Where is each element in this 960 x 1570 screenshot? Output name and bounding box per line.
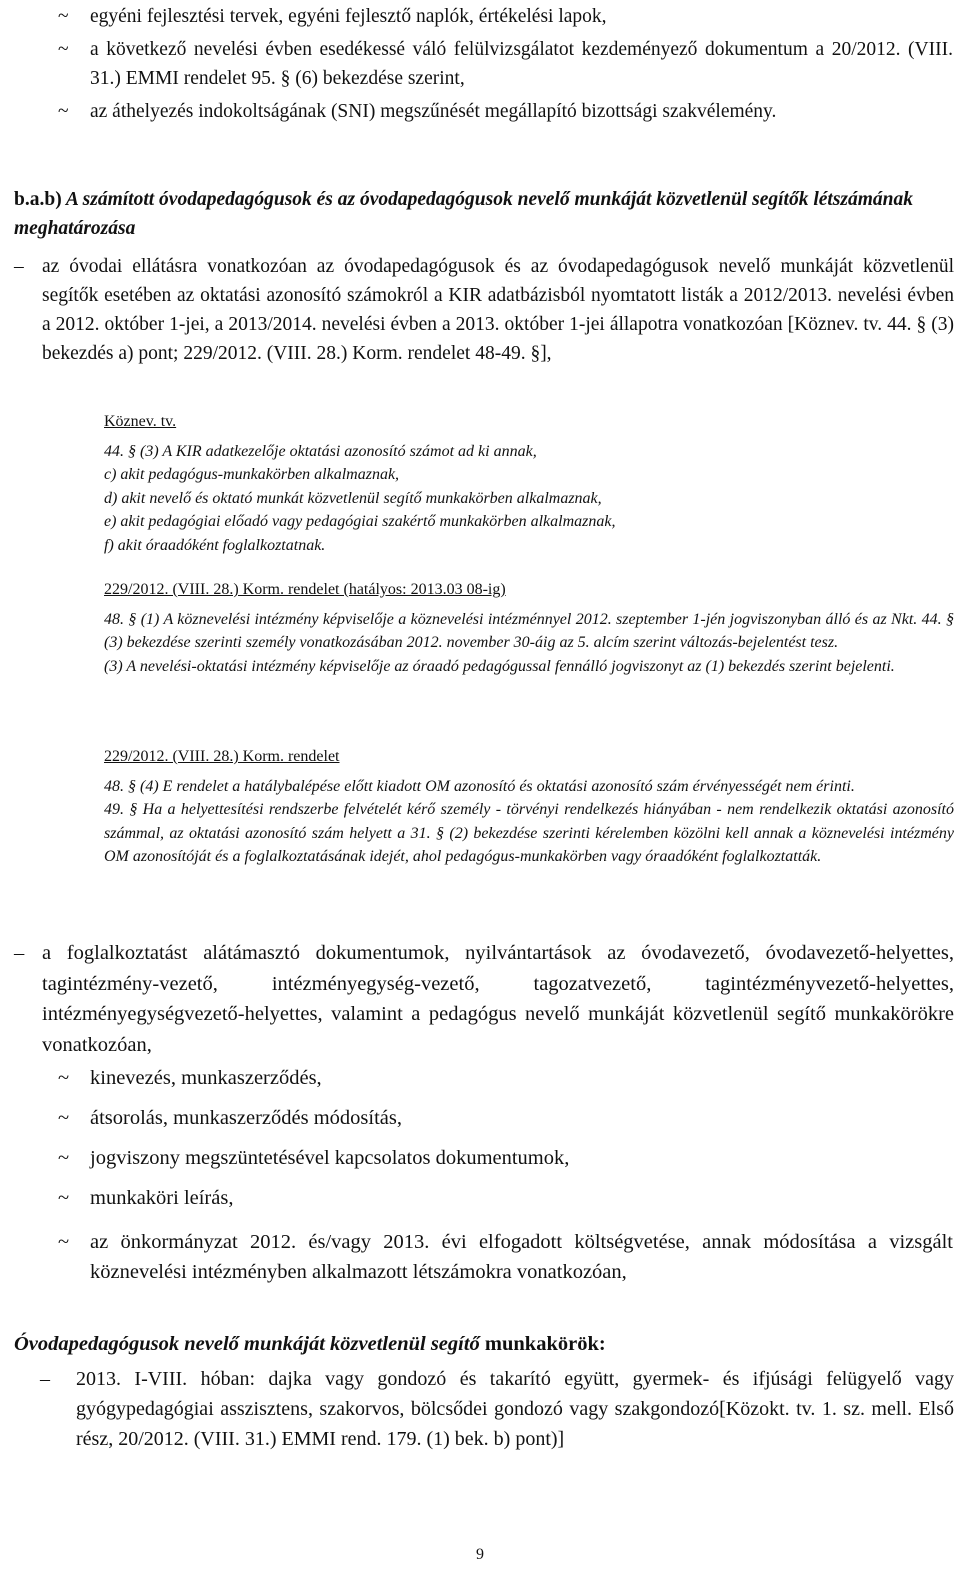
tilde-bullet-icon: ~ <box>58 101 69 122</box>
quote-line: e) akit pedagógiai előadó vagy pedagógiai szakértő munkakörben alkalmaznak, <box>104 513 616 530</box>
list-item: ~ egyéni fejlesztési tervek, egyéni fejlesztő naplók, értékelési lapok, <box>58 2 953 31</box>
list-item: ~ jogviszony megszüntetésével kapcsolatos dokumentumok, <box>58 1143 953 1173</box>
list-item: ~ az önkormányzat 2012. és/vagy 2013. évi elfogadott költségvetése, annak módosítása a vizsgált köznevelési intézményben alkalmazott létszámokra vonatkozóan, <box>58 1227 953 1287</box>
list-item-text: az óvodai ellátásra vonatkozóan az óvodapedagógusok és az óvodapedagógusok nevelő munkáját közvetlenül segítők esetében az oktatási azonosító számokról a KIR adatbázisból nyomtatott listák a 2012/2013. nevelési évben a 2012. október 1-jei, a 2013/2014. nevelési évben a 2013. október 1-jei állapotra vonatkozóan [Köznev. tv. 44. § (3) bekezdés a) pont; 229/2012. (VIII. 28.) Korm. rendelet 48-49. §], <box>42 256 954 364</box>
quote-line: d) akit nevelő és oktató munkát közvetlenül segítő munkakörben alkalmaznak, <box>104 489 602 507</box>
sub-bullet-list <box>58 1063 953 1287</box>
dash-bullet-icon: – <box>14 942 25 964</box>
dash-bullet-icon: – <box>40 1368 50 1390</box>
quote-paragraph: (3) A nevelési-oktatási intézmény képviselője az óraadó pedagógussal fennálló jogviszonyt az (1) bekezdés szerint bejelenti. <box>104 657 895 675</box>
list-item-text: 2013. I-VIII. hóban: dajka vagy gondozó és takarító együtt, gyermek- és ifjúsági felügyelő vagy gyógypedagógiai asszisztens, szakorvos, bölcsődei gondozó vagy szakgondozó[Közokt. tv. 1. sz. mell. Első rész, 20/2012. (VIII. 31.) EMMI rend. 179. (1) bek. b) pont)] <box>76 1368 954 1450</box>
quote-source: 229/2012. (VIII. 28.) Korm. rendelet (hatályos: 2013.03 08-ig) <box>104 581 506 598</box>
dash-bullet-icon: – <box>14 256 24 277</box>
tilde-bullet-icon: ~ <box>58 1187 70 1209</box>
quote-line: c) akit pedagógus-munkakörben alkalmaznak, <box>104 466 400 483</box>
quote-paragraph: 48. § (1) A köznevelési intézmény képviselője a köznevelési intézménnyel 2012. szeptember 1-jén jogviszonyban álló és az Nkt. 44. § (3) bekezdése szerinti személy vonatkozásában 2012. november 30-áig az 5. alcím szerint változás-bejelentést tesz. <box>104 610 954 651</box>
tilde-bullet-icon: ~ <box>58 1107 70 1129</box>
top-bullet-list <box>58 2 953 126</box>
page-number: 9 <box>476 1546 484 1563</box>
tilde-bullet-icon: ~ <box>58 39 69 60</box>
section-title: Óvodapedagógusok nevelő munkáját közvetlenül segítő munkakörök: <box>14 1333 606 1355</box>
list-item: ~ kinevezés, munkaszerződés, <box>58 1063 953 1093</box>
legal-quote <box>104 745 954 869</box>
list-item: ~ a következő nevelési évben esedékessé váló felülvizsgálatot kezdeményező dokumentum a 20/2012. (VIII. 31.) EMMI rendelet 95. § (6) bekezdése szerint, <box>58 35 953 93</box>
legal-quote <box>104 410 954 557</box>
quote-paragraph: 49. § Ha a helyettesítési rendszerbe felvételét kérő személy - törvényi rendelkezés hiányában - nem rendelkezik oktatási azonosító számmal, az oktatási azonosító szám helyett a 31. § (2) bekezdése szerinti kérelemben közölni kell annak a köznevelési intézmény OM azonosítóját és a foglalkoztatásának idejét, ahol pedagógus-munkakörben vagy óraadóként foglalkoztatták. <box>104 801 954 865</box>
quote-line: 44. § (3) A KIR adatkezelője oktatási azonosító számot ad ki annak, <box>104 442 537 460</box>
list-item <box>40 1365 954 1454</box>
tilde-bullet-icon: ~ <box>58 6 69 27</box>
legal-quote <box>104 578 954 678</box>
quote-source: Köznev. tv. <box>104 413 177 430</box>
section-heading <box>14 185 954 243</box>
tilde-bullet-icon: ~ <box>58 1231 70 1253</box>
list-item: ~ munkaköri leírás, <box>58 1183 953 1213</box>
tilde-bullet-icon: ~ <box>58 1147 70 1169</box>
section-label: b.a.b) <box>14 189 62 210</box>
quote-paragraph: 48. § (4) E rendelet a hatálybalépése előtt kiadott OM azonosító és oktatási azonosító szám érvényességét nem érinti. <box>104 777 855 795</box>
section-heading-text: A számított óvodapedagógusok és az óvodapedagógusok nevelő munkáját közvetlenül segítők létszámának meghatározása <box>14 189 914 239</box>
list-item <box>14 938 954 1060</box>
list-item: ~ átsorolás, munkaszerződés módosítás, <box>58 1103 953 1133</box>
tilde-bullet-icon: ~ <box>58 1067 70 1089</box>
list-item <box>14 252 954 368</box>
list-item-text: a foglalkoztatást alátámasztó dokumentumok, nyilvántartások az óvodavezető, óvodavezető-helyettes, tagintézmény-vezető, intézményegység-vezető, tagozatvezető, tagintézményvezető-helyettes, intézményegységvezető-helyettes, valamint a pedagógus nevelő munkáját közvetlenül segítő munkakörökre vonatkozóan, <box>42 942 954 1056</box>
list-item: ~ az áthelyezés indokoltságának (SNI) megszűnését megállapító bizottsági szakvélemény. <box>58 97 953 126</box>
quote-line: f) akit óraadóként foglalkoztatnak. <box>104 536 326 554</box>
quote-source: 229/2012. (VIII. 28.) Korm. rendelet <box>104 748 340 765</box>
